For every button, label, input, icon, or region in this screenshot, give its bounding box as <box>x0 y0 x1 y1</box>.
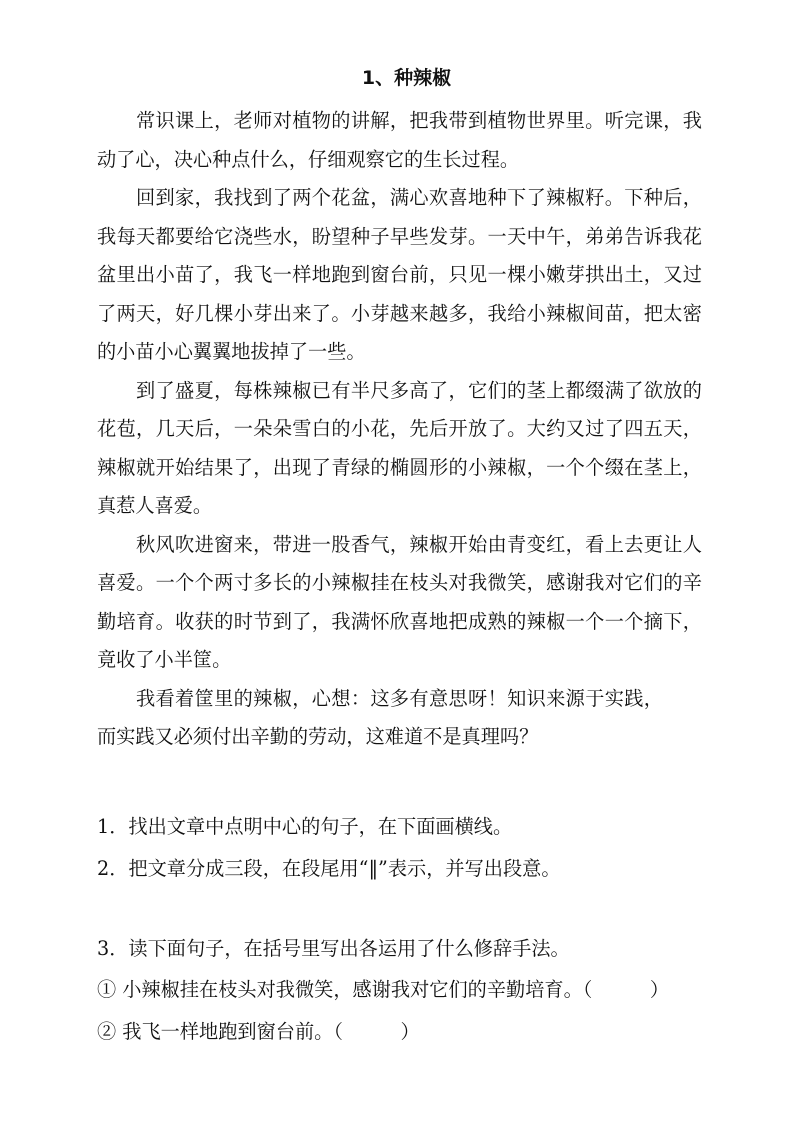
question-2: 2．把文章分成三段，在段尾用“‖”表示，并写出段意。 <box>97 857 561 880</box>
title-text: 1、种辣椒 <box>361 67 452 89</box>
paragraph-3: 到了盛夏，每株辣椒已有半尺多高了，它们的茎上都缀满了欲放的花苞，几天后，一朵朵雪白的小花，先后开放了。大约又过了四五天，辣椒就开始结果了，出现了青绿的椭圆形的小辣椒，一个个缀在茎上，真惹人喜爱。 <box>97 378 702 517</box>
question-3-sentence-1: ① 小辣椒挂在枝头对我微笑，感谢我对它们的辛勤培育。（ ） <box>97 978 670 1001</box>
paragraph-1: 常识课上，老师对植物的讲解，把我带到植物世界里。听完课，我动了心，决心种点什么，仔细观察它的生长过程。 <box>97 109 702 171</box>
question-3-sentence-2: ② 我飞一样地跑到窗台前。（ ） <box>97 1020 420 1043</box>
paragraph-5: 我看着筐里的辣椒，心想：这多有意思呀！知识来源于实践，而实践又必须付出辛勤的劳动，这难道不是真理吗？ <box>97 686 663 748</box>
paragraph-4: 秋风吹进窗来，带进一股香气，辣椒开始由青变红，看上去更让人喜爱。一个个两寸多长的小辣椒挂在枝头对我微笑，感谢我对它们的辛勤培育。收获的时节到了，我满怀欣喜地把成熟的辣椒一个一个摘下，竟收了小半筐。 <box>97 532 702 671</box>
document-title <box>0 64 793 92</box>
article-body <box>97 102 702 757</box>
question-3: 3．读下面句子，在括号里写出各运用了什么修辞手法。 <box>97 937 570 960</box>
paragraph-2: 回到家，我找到了两个花盆，满心欢喜地种下了辣椒籽。下种后，我每天都要给它浇些水，盼望种子早些发芽。一天中午，弟弟告诉我花盆里出小苗了，我飞一样地跑到窗台前，只见一棵小嫩芽拱出土，又过了两天，好几棵小芽出来了。小芽越来越多，我给小辣椒间苗，把太密的小苗小心翼翼地拔掉了一些。 <box>97 186 702 363</box>
question-1: 1．找出文章中点明中心的句子，在下面画横线。 <box>97 815 513 838</box>
